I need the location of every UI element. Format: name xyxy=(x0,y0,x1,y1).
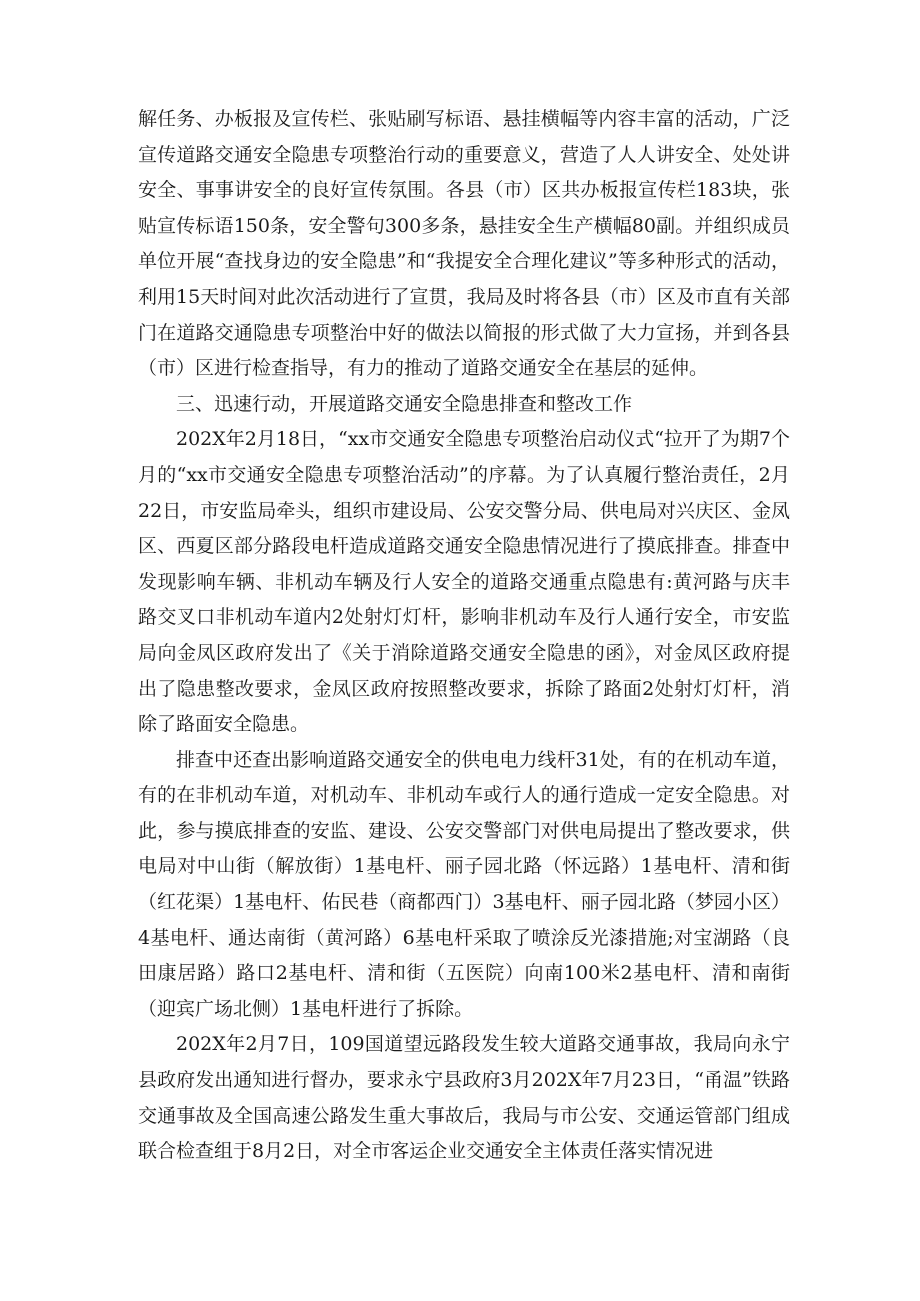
section-heading-three: 三、迅速行动，开展道路交通安全隐患排查和整改工作 xyxy=(176,392,633,415)
paragraph-accident-supervision: 202X年2月7日，109国道望远路段发生较大道路交通事故，我局向永宁县政府发出通知进行督办，要求永宁县政府3月202X年7月23日，“甬温”铁路交通事故及全国高速公路发生重大事故后，我局与市公安、交通运管部门组成联合检查组于8月2日，对全市客运企业交通安全主体责任落实情况进 xyxy=(138,1033,790,1163)
document-body xyxy=(138,102,790,1170)
paragraph-rectification-launch: 202X年2月18日，“xx市交通安全隐患专项整治启动仪式“拉开了为期7个月的“xx市交通安全隐患专项整治活动”的序幕。为了认真履行整治责任，2月22日，市安监局牵头，组织市建设局、公安交警分局、供电局对兴庆区、金凤区、西夏区部分路段电杆造成道路交通安全隐患情况进行了摸底排查。排查中发现影响车辆、非机动车辆及行人安全的道路交通重点隐患有:黄河路与庆丰路交叉口非机动车道内2处射灯灯杆，影响非机动车及行人通行安全，市安监局向金凤区政府发出了《关于消除道路交通安全隐患的函》，对金凤区政府提出了隐患整改要求，金凤区政府按照整改要求，拆除了路面2处射灯灯杆，消除了路面安全隐患。 xyxy=(138,428,791,736)
paragraph-publicity-activities: 解任务、办板报及宣传栏、张贴刷写标语、悬挂横幅等内容丰富的活动，广泛宣传道路交通安全隐患专项整治行动的重要意义，营造了人人讲安全、处处讲安全、事事讲安全的良好宣传氛围。各县（市）区共办板报宣传栏183块，张贴宣传标语150条，安全警句300多条，悬挂安全生产横幅80副。并组织成员单位开展“查找身边的安全隐患”和“我提安全合理化建议”等多种形式的活动，利用15天时间对此次活动进行了宣贯，我局及时将各县（市）区及市直有关部门在道路交通隐患专项整治中好的做法以简报的形式做了大力宣扬，并到各县（市）区进行检查指导，有力的推动了道路交通安全在基层的延伸。 xyxy=(138,108,790,380)
paragraph-power-poles: 排查中还查出影响道路交通安全的供电电力线杆31处，有的在机动车道，有的在非机动车道，对机动车、非机动车或行人的通行造成一定安全隐患。对此，参与摸底排查的安监、建设、公安交警部门对供电局提出了整改要求，供电局对中山街（解放街）1基电杆、丽子园北路（怀远路）1基电杆、清和街（红花渠）1基电杆、佑民巷（商都西门）3基电杆、丽子园北路（梦园小区）4基电杆、通达南街（黄河路）6基电杆采取了喷涂反光漆措施;对宝湖路（良田康居路）路口2基电杆、清和街（五医院）向南100米2基电杆、清和南街（迎宾广场北侧）1基电杆进行了拆除。 xyxy=(138,748,790,1020)
